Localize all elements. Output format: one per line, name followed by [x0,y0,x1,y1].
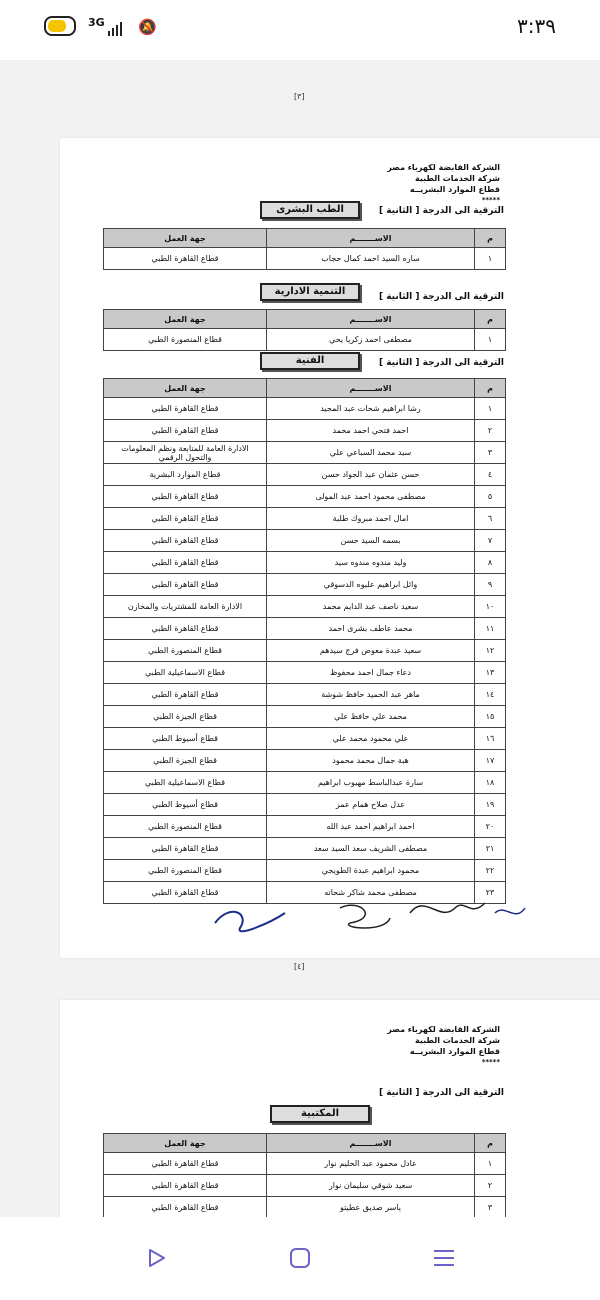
work-location: قطاع القاهرة الطبي [104,882,267,904]
grade-label: الثانية [386,1088,413,1098]
employee-name: محمد عاطف بشرى احمد [267,618,475,640]
column-header: الاســـــــم [267,229,475,248]
table-row [104,508,506,530]
home-icon[interactable] [289,1247,311,1269]
row-number: ١٥ [475,706,506,728]
column-header: م [475,379,506,398]
work-location: قطاع المنصورة الطبي [104,329,267,351]
section-title: الطب البشرى [260,201,360,219]
network-type: 3G [88,16,105,29]
table-header-row [104,379,506,398]
row-number: ٢٣ [475,882,506,904]
employee-name: احمد فتحي احمد محمد [267,420,475,442]
employee-name: ياسر صديق عطيتو [267,1197,475,1219]
row-number: ١ [475,1153,506,1175]
employee-name: دعاء جمال احمد محفوظ [267,662,475,684]
table-row [104,442,506,464]
employee-name: عادل محمود عبد الحليم نوار [267,1153,475,1175]
work-location: قطاع القاهرة الطبي [104,1153,267,1175]
table-row [104,1197,506,1219]
table-row [104,838,506,860]
work-location: الادارة العامة للمشتريات والمخازن [104,596,267,618]
promotion-line: الترقية الى الدرجة [ الثانية ] [378,358,504,368]
work-location: قطاع القاهرة الطبي [104,618,267,640]
employee-name: وائل ابراهيم عليوه الدسوقي [267,574,475,596]
table-row [104,662,506,684]
page-number: [٣] [294,92,305,101]
work-location: قطاع المنصورة الطبي [104,860,267,882]
grade-label: الثانية [386,292,413,302]
section-title: المكتبية [270,1105,370,1123]
promotion-label: الترقية الى الدرجة [422,292,504,302]
work-location: قطاع القاهرة الطبي [104,838,267,860]
promotion-line: الترقية الى الدرجة [ الثانية ] [378,292,504,302]
employee-name: سعيد عبدة معوض فرج سيدهم [267,640,475,662]
table-row [104,486,506,508]
work-location: قطاع المنصورة الطبي [104,640,267,662]
header-line: قطاع الموارد البشريــه [409,1047,500,1056]
page-header [387,162,500,206]
table-row [104,1175,506,1197]
column-header: جهة العمل [104,310,267,329]
work-location: قطاع القاهرة الطبي [104,248,267,270]
row-number: ١٦ [475,728,506,750]
column-header: م [475,310,506,329]
row-number: ٩ [475,574,506,596]
signatures [210,883,530,943]
column-header: جهة العمل [104,1134,267,1153]
employee-name: سعيد ناصف عبد الدايم محمد [267,596,475,618]
employees-table [103,309,506,351]
work-location: قطاع القاهرة الطبي [104,508,267,530]
employee-name: احمد ابراهيم احمد عبد الله [267,816,475,838]
row-number: ٧ [475,530,506,552]
promotion-label: الترقية الى الدرجة [422,358,504,368]
employee-name: سيد محمد السباعي علي [267,442,475,464]
employee-name: سارة عبدالباسط مهيوب ابراهيم [267,772,475,794]
row-number: ١٨ [475,772,506,794]
document-page [60,138,600,958]
work-location: قطاع القاهرة الطبي [104,1175,267,1197]
row-number: ١ [475,248,506,270]
work-location: قطاع الموارد البشرية [104,464,267,486]
recents-icon[interactable] [432,1247,456,1269]
header-stars: ***** [481,196,500,204]
row-number: ١٣ [475,662,506,684]
row-number: ١٢ [475,640,506,662]
row-number: ١ [475,398,506,420]
grade-label: الثانية [386,358,413,368]
page-number: [٤] [294,962,305,971]
row-number: ٥ [475,486,506,508]
employee-name: وليد مندوه مندوه سيد [267,552,475,574]
work-location: قطاع القاهرة الطبي [104,530,267,552]
promotion-label: الترقية الى الدرجة [422,1088,504,1098]
employee-name: محمد علي حافظ علي [267,706,475,728]
employee-name: مصطفى محمد شاكر شحاته [267,882,475,904]
header-line: شركة الخدمات الطبية [415,174,500,183]
table-row [104,772,506,794]
section-title: التنمية الادارية [260,283,360,301]
row-number: ٦ [475,508,506,530]
table-row [104,640,506,662]
clock: ٣:٣٩ [517,14,556,38]
employee-name: عدل صلاح همام عمر [267,794,475,816]
mute-icon: 🔕 [138,18,157,36]
work-location: قطاع القاهرة الطبي [104,574,267,596]
column-header: الاســـــــم [267,379,475,398]
table-row [104,728,506,750]
employee-name: محمود ابراهيم عبدة الطويجي [267,860,475,882]
work-location: قطاع القاهرة الطبي [104,552,267,574]
table-header-row [104,229,506,248]
page-header [387,1024,500,1068]
table-row [104,860,506,882]
work-location: قطاع الجيزة الطبي [104,706,267,728]
table-header-row [104,310,506,329]
document-page [60,1000,600,1240]
employee-name: ماهر عبد الحميد حافظ شوشة [267,684,475,706]
table-row [104,684,506,706]
employee-name: هبة جمال محمد محمود [267,750,475,772]
row-number: ٣ [475,442,506,464]
employees-table [103,378,506,904]
back-icon[interactable] [146,1247,168,1269]
header-line: شركة الخدمات الطبية [415,1036,500,1045]
employee-name: بسمه السيد حسن [267,530,475,552]
employee-name: رشا ابراهيم شحات عبد المجيد [267,398,475,420]
table-body [104,398,506,904]
row-number: ٤ [475,464,506,486]
work-location: قطاع أسيوط الطبي [104,728,267,750]
table-header-row [104,1134,506,1153]
table-row [104,618,506,640]
column-header: جهة العمل [104,379,267,398]
row-number: ١٠ [475,596,506,618]
table-row [104,706,506,728]
column-header: جهة العمل [104,229,267,248]
header-stars: ***** [481,1058,500,1066]
header-line: الشركة القابضة لكهرباء مصر [387,163,500,172]
table-row [104,750,506,772]
grade-label: الثانية [386,206,413,216]
work-location: قطاع المنصورة الطبي [104,816,267,838]
column-header: م [475,1134,506,1153]
navigation-bar [0,1217,600,1300]
row-number: ٢٢ [475,860,506,882]
row-number: ١٧ [475,750,506,772]
promotion-label: الترقية الى الدرجة [422,206,504,216]
table-row [104,398,506,420]
column-header: الاســـــــم [267,310,475,329]
promotion-line: الترقية الى الدرجة [ الثانية ] [378,1088,504,1098]
row-number: ٨ [475,552,506,574]
battery-icon [44,16,76,36]
work-location: قطاع القاهرة الطبي [104,486,267,508]
header-line: قطاع الموارد البشريــه [409,185,500,194]
work-location: قطاع القاهرة الطبي [104,420,267,442]
work-location: قطاع الاسماعيلية الطبي [104,662,267,684]
table-row [104,464,506,486]
row-number: ٢ [475,420,506,442]
table-row [104,420,506,442]
work-location: قطاع القاهرة الطبي [104,398,267,420]
header-line: الشركة القابضة لكهرباء مصر [387,1025,500,1034]
row-number: ١ [475,329,506,351]
work-location: قطاع القاهرة الطبي [104,684,267,706]
column-header: الاســـــــم [267,1134,475,1153]
row-number: ١١ [475,618,506,640]
row-number: ٢١ [475,838,506,860]
employee-name: ساره السيد احمد كمال حجاب [267,248,475,270]
employee-name: امال احمد مبروك طلبة [267,508,475,530]
employee-name: سعيد شوقي سليمان نوار [267,1175,475,1197]
table-row [104,596,506,618]
section-title: الفنية [260,352,360,370]
column-header: م [475,229,506,248]
employees-table [103,228,506,270]
work-location: قطاع القاهرة الطبي [104,1197,267,1219]
table-row [104,248,506,270]
table-row [104,552,506,574]
work-location: قطاع الاسماعيلية الطبي [104,772,267,794]
employee-name: حسن عثمان عبد الجواد حسن [267,464,475,486]
row-number: ٢ [475,1175,506,1197]
work-location: الادارة العامة للمتابعة ونظم المعلومات والتحول الرقمي [104,442,267,464]
work-location: قطاع الجيزة الطبي [104,750,267,772]
employee-name: مصطفى الشريف سعد السيد سعد [267,838,475,860]
table-row [104,530,506,552]
employee-name: مصطفى احمد زكريا يحي [267,329,475,351]
status-bar [0,0,600,60]
table-row [104,794,506,816]
promotion-line: الترقية الى الدرجة [ الثانية ] [378,206,504,216]
row-number: ١٩ [475,794,506,816]
table-row [104,816,506,838]
signal-icon [108,22,122,36]
employee-name: علي محمود محمد علي [267,728,475,750]
work-location: قطاع أسيوط الطبي [104,794,267,816]
document-viewer[interactable] [0,60,600,1217]
row-number: ٣ [475,1197,506,1219]
row-number: ١٤ [475,684,506,706]
table-row [104,574,506,596]
employee-name: مصطفى محمود احمد عبد المولى [267,486,475,508]
table-row [104,329,506,351]
table-row [104,1153,506,1175]
row-number: ٢٠ [475,816,506,838]
